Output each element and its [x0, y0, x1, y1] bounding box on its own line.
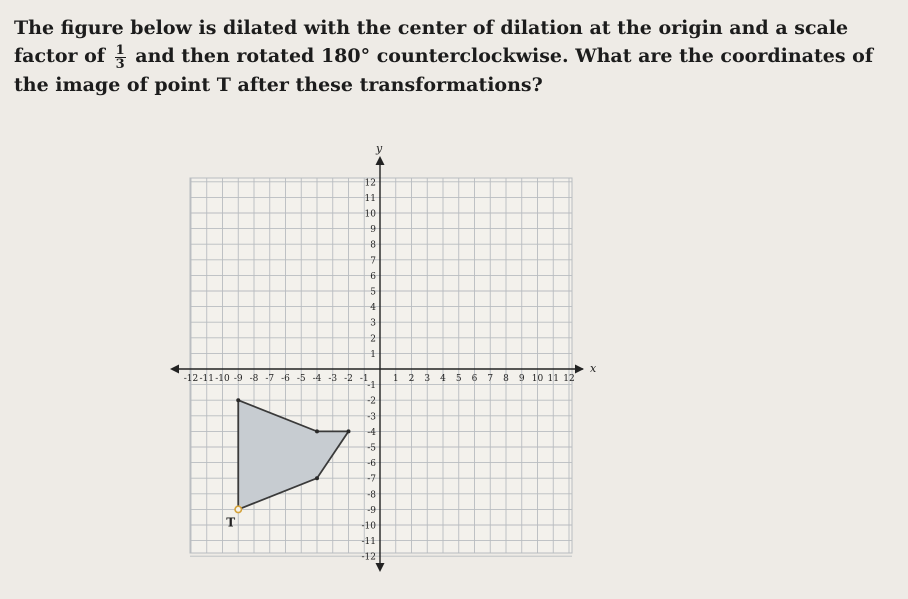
y-tick-label: -6 — [367, 459, 376, 470]
y-tick-label: 1 — [370, 349, 376, 360]
y-tick-label: 6 — [370, 271, 376, 282]
y-tick-label: -4 — [367, 427, 376, 438]
question-part-2: and then rotated 180° counterclockwise. What are the coordinates of the image of point T after these transformations? — [14, 45, 873, 96]
x-tick-label: 6 — [471, 374, 478, 384]
point-t-marker — [235, 506, 241, 512]
x-tick-label: -9 — [233, 374, 243, 384]
point-t-label: T — [226, 515, 236, 530]
y-tick-label: 4 — [370, 303, 376, 314]
x-tick-label: 11 — [547, 374, 559, 384]
vertex-dot — [236, 398, 240, 402]
x-tick-label: -12 — [183, 374, 199, 384]
y-tick-label: 5 — [370, 287, 376, 298]
x-tick-label: 9 — [518, 374, 525, 384]
y-tick-label: -7 — [367, 474, 376, 485]
x-tick-label: -10 — [215, 374, 230, 384]
x-tick-label: 1 — [392, 374, 399, 384]
y-tick-label: -3 — [367, 412, 376, 423]
fraction-numerator: 1 — [115, 42, 125, 58]
y-tick-label: 11 — [364, 193, 376, 204]
vertex-dot — [347, 429, 351, 433]
y-tick-label: 2 — [370, 334, 376, 345]
y-tick-label: 12 — [364, 178, 376, 189]
x-tick-label: 3 — [424, 374, 431, 384]
x-tick-label: 5 — [455, 374, 462, 384]
vertex-dot — [315, 429, 319, 433]
x-tick-label: -1 — [359, 374, 369, 384]
question-part-1: The figure below is dilated with the center of dilation at the origin and a scale factor of — [14, 17, 849, 67]
x-axis-label: x — [590, 362, 597, 375]
x-tick-label: -8 — [249, 374, 259, 384]
x-tick-label: 4 — [440, 374, 446, 384]
x-axis-arrow-right — [575, 365, 584, 374]
x-tick-label: 8 — [503, 374, 509, 384]
x-tick-label: -5 — [296, 374, 306, 384]
x-axis-arrow-left — [170, 365, 179, 374]
y-tick-label: 3 — [370, 318, 376, 329]
x-tick-label: -2 — [344, 374, 353, 384]
y-axis-label: y — [376, 142, 383, 155]
y-tick-label: 7 — [370, 256, 376, 267]
y-tick-label: 9 — [370, 225, 376, 236]
vertex-dot — [315, 476, 319, 480]
x-tick-label: -6 — [281, 374, 290, 384]
x-tick-label: -4 — [312, 374, 322, 384]
x-tick-label: -3 — [328, 374, 338, 384]
y-tick-label: -10 — [361, 521, 376, 532]
y-tick-label: -2 — [367, 396, 376, 407]
y-axis-arrow-down — [376, 563, 385, 572]
x-tick-label: 2 — [408, 374, 415, 384]
x-tick-label: -7 — [265, 374, 275, 384]
x-tick-label: 10 — [531, 374, 544, 384]
y-tick-label: -11 — [361, 537, 376, 548]
y-tick-label: -9 — [367, 505, 376, 516]
y-tick-label: -5 — [367, 443, 376, 454]
fraction-denominator: 3 — [115, 56, 125, 72]
y-axis-arrow-up — [376, 156, 385, 165]
y-tick-label: -8 — [367, 490, 376, 501]
x-tick-label: 7 — [487, 374, 494, 384]
x-tick-label: -11 — [199, 374, 214, 384]
x-tick-label: 12 — [563, 374, 575, 384]
y-tick-label: -1 — [367, 381, 376, 392]
y-tick-label: 10 — [364, 209, 376, 220]
y-tick-label: -12 — [361, 552, 376, 563]
y-tick-label: 8 — [370, 240, 376, 251]
